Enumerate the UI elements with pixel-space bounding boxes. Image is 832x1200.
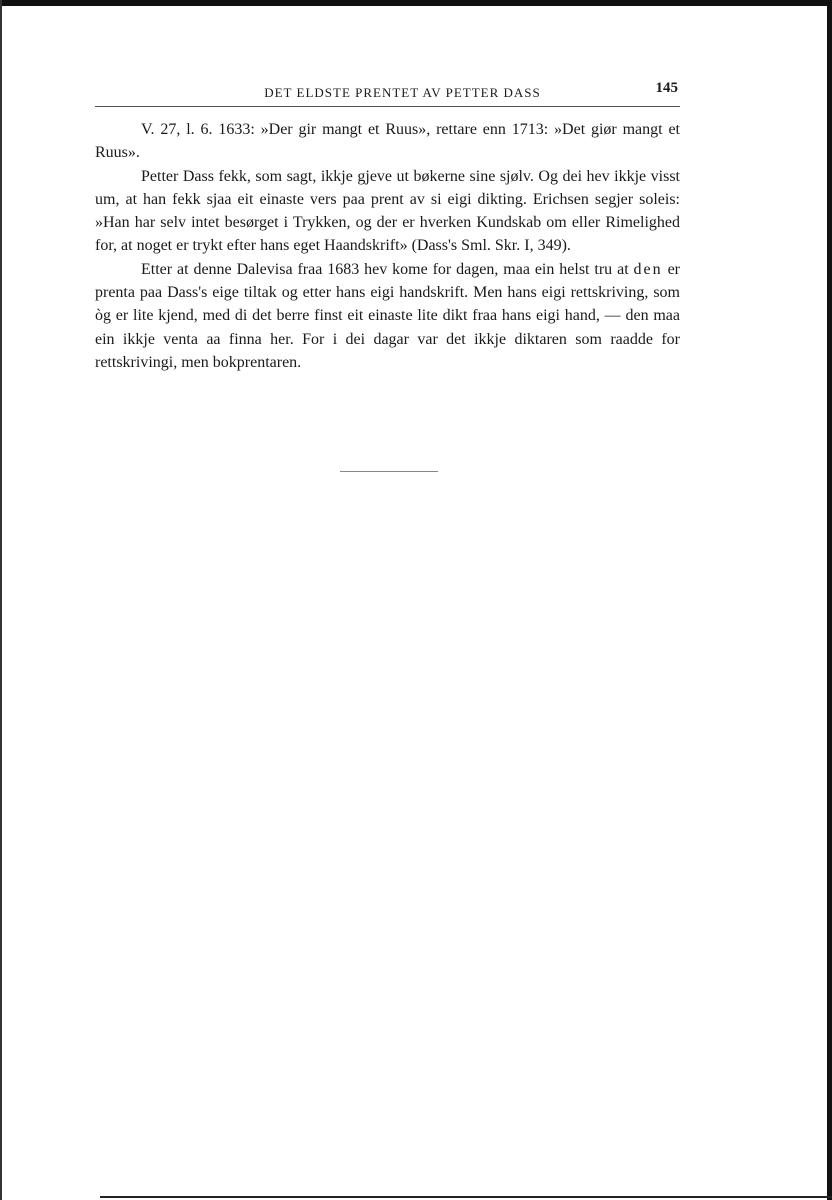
scan-frame-bottom <box>100 1196 832 1198</box>
body-text <box>95 118 680 374</box>
section-end-rule <box>340 471 438 472</box>
paragraph-2: Petter Dass fekk, som sagt, ikkje gjeve ut bøkerne sine sjølv. Og dei hev ikkje visst um, at han fekk sjaa eit einaste vers paa prent av si eigi dikting. Erichsen segjer soleis: »Han har selv intet besørget i Trykken, og der er hverken Kundskab om eller Rimelighed for, at noget er trykt efter hans eget Haandskrift» (Dass's Sml. Skr. I, 349). <box>95 167 680 255</box>
paragraph-3-start: Etter at denne Dalevisa fraa 1683 hev kome for dagen, maa ein helst tru at <box>141 260 634 278</box>
paragraph-3 <box>95 258 680 374</box>
running-head <box>95 80 680 107</box>
page-number: 145 <box>655 80 678 96</box>
running-title: DET ELDSTE PRENTET AV PETTER DASS <box>264 85 541 100</box>
paragraph-3-end: er prenta paa Dass's eige tiltak og etter hans eigi handskrift. Men hans eigi rettskriving, som òg er lite kjend, med di det berre finst eit einaste lite dikt fraa hans eigi hand, — den maa ein ikkje venta aa finna her. For i dei dagar var det ikkje diktaren som raadde for rettskrivingi, men bokprentaren. <box>95 260 680 371</box>
emphasized-word: den <box>633 260 663 278</box>
paragraph-1: V. 27, l. 6. 1633: »Der gir mangt et Ruus», rettare enn 1713: »Det giør mangt et Ruus». <box>95 121 680 162</box>
scan-frame-right <box>827 0 832 1200</box>
scan-frame-top <box>0 0 832 6</box>
scan-frame-left <box>0 0 2 1200</box>
